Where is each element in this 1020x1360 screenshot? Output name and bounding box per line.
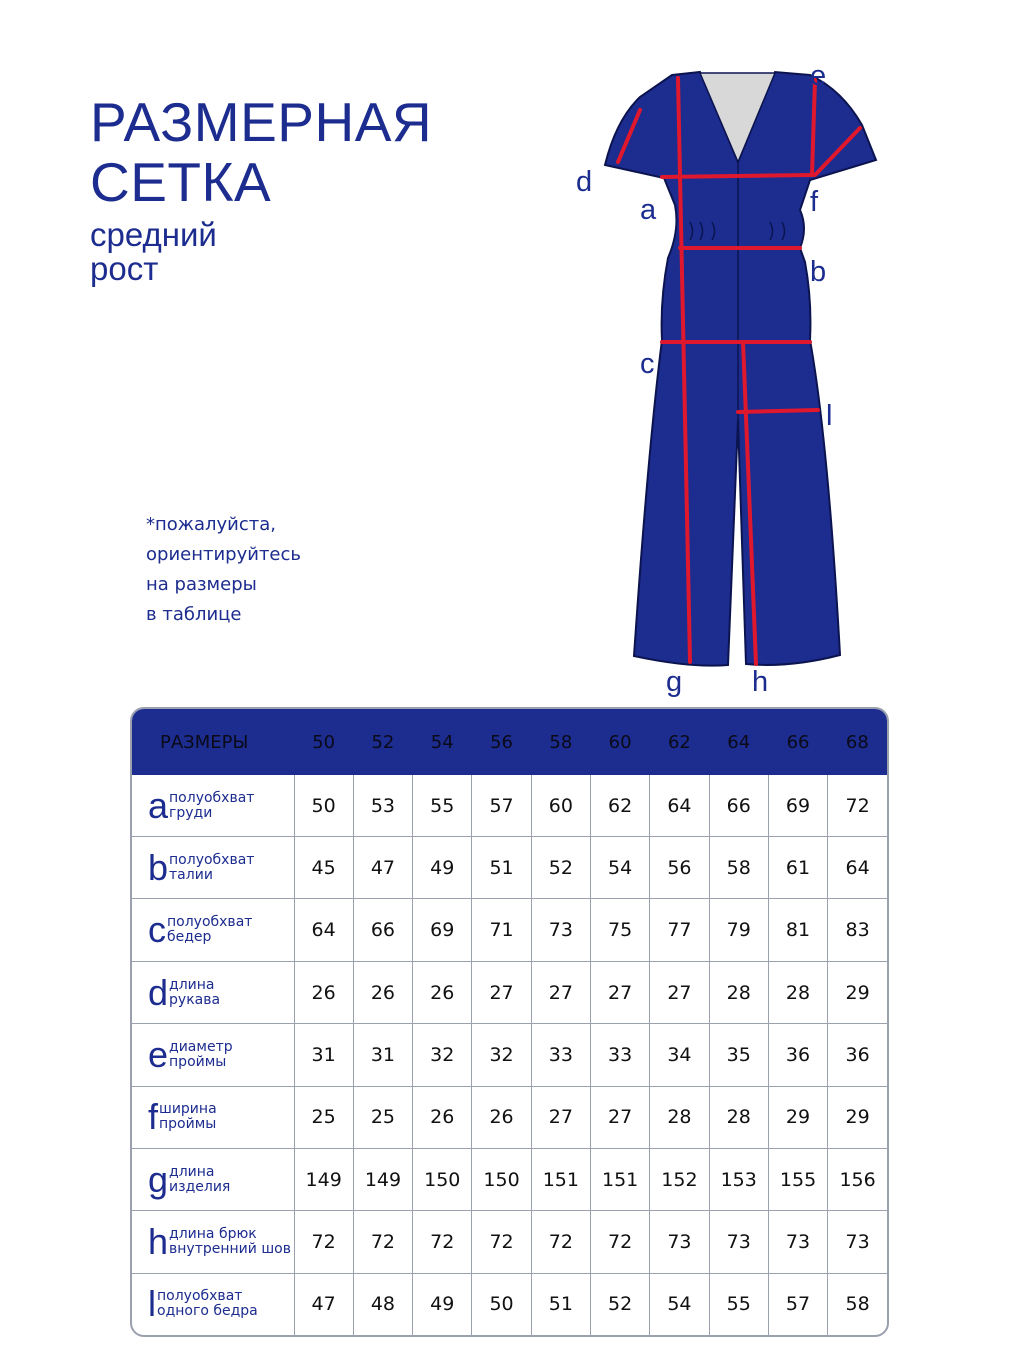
table-cell: 49 bbox=[413, 837, 472, 899]
measurement-letter: g bbox=[148, 1158, 169, 1200]
table-cell: 64 bbox=[294, 899, 353, 961]
table-row bbox=[132, 1211, 887, 1273]
table-cell: 36 bbox=[768, 1024, 827, 1086]
measurement-label bbox=[132, 837, 294, 899]
measurement-description-line: длина bbox=[169, 976, 215, 993]
measurement-label bbox=[132, 1086, 294, 1148]
table-row bbox=[132, 1024, 887, 1086]
label-f: f bbox=[810, 186, 819, 218]
table-cell: 52 bbox=[590, 1273, 649, 1335]
measurement-description bbox=[157, 1289, 258, 1319]
measurement-label bbox=[132, 775, 294, 837]
table-cell: 72 bbox=[531, 1211, 590, 1273]
table-cell: 26 bbox=[413, 961, 472, 1023]
table-row bbox=[132, 1149, 887, 1211]
measurement-description bbox=[169, 791, 254, 821]
line-a-chest bbox=[662, 175, 812, 177]
table-cell: 77 bbox=[650, 899, 709, 961]
page-title bbox=[90, 92, 432, 212]
size-header-cell: 60 bbox=[608, 731, 632, 753]
table-cell: 73 bbox=[650, 1211, 709, 1273]
label-a: a bbox=[640, 194, 657, 226]
table-cell: 25 bbox=[353, 1086, 412, 1148]
measurement-description-line: одного бедра bbox=[157, 1303, 258, 1320]
measurement-description-line: груди bbox=[169, 804, 213, 821]
measurement-letter: e bbox=[148, 1033, 169, 1075]
line-l-thigh bbox=[738, 410, 818, 412]
table-cell: 47 bbox=[353, 837, 412, 899]
label-l: l bbox=[826, 400, 833, 432]
table-cell: 34 bbox=[650, 1024, 709, 1086]
title-line-1: РАЗМЕРНАЯ bbox=[90, 91, 433, 153]
table-cell: 53 bbox=[353, 775, 412, 837]
measurement-description bbox=[169, 1227, 291, 1257]
table-cell: 27 bbox=[531, 1086, 590, 1148]
table-cell: 47 bbox=[294, 1273, 353, 1335]
table-cell: 51 bbox=[472, 837, 531, 899]
table-cell: 75 bbox=[590, 899, 649, 961]
subtitle-line-1: средний bbox=[90, 216, 217, 253]
table-cell: 27 bbox=[590, 1086, 649, 1148]
table-cell: 62 bbox=[590, 775, 649, 837]
measurement-description-line: полуобхват bbox=[167, 914, 253, 931]
table-cell: 150 bbox=[472, 1149, 531, 1211]
note-line-1: *пожалуйста, bbox=[146, 514, 277, 535]
table-cell: 61 bbox=[768, 837, 827, 899]
table-cell: 29 bbox=[768, 1086, 827, 1148]
subtitle bbox=[90, 218, 217, 286]
size-header-cell: 56 bbox=[490, 731, 513, 753]
table-cell: 72 bbox=[828, 775, 887, 837]
measurement-description bbox=[167, 915, 252, 945]
table-cell: 54 bbox=[650, 1273, 709, 1335]
size-header-cell: 68 bbox=[845, 731, 869, 753]
label-c: c bbox=[640, 348, 655, 380]
table-cell: 64 bbox=[828, 837, 887, 899]
table-cell: 25 bbox=[294, 1086, 353, 1148]
table-row bbox=[132, 899, 887, 961]
measurement-description-line: изделия bbox=[169, 1178, 231, 1195]
table-cell: 33 bbox=[531, 1024, 590, 1086]
table-cell: 72 bbox=[413, 1211, 472, 1273]
table-cell: 29 bbox=[828, 1086, 887, 1148]
table-cell: 73 bbox=[531, 899, 590, 961]
measurement-description-line: длина брюк bbox=[169, 1226, 257, 1243]
table-cell: 32 bbox=[413, 1024, 472, 1086]
table-cell: 51 bbox=[531, 1273, 590, 1335]
table-row bbox=[132, 775, 887, 837]
table-row bbox=[132, 1086, 887, 1148]
table-cell: 72 bbox=[472, 1211, 531, 1273]
table-cell: 27 bbox=[650, 961, 709, 1023]
measurement-description bbox=[159, 1102, 217, 1132]
measurement-label bbox=[132, 1024, 294, 1086]
table-cell: 72 bbox=[353, 1211, 412, 1273]
measurement-description-line: ширина bbox=[159, 1101, 217, 1118]
table-cell: 48 bbox=[353, 1273, 412, 1335]
measurement-description-line: внутренний шов bbox=[169, 1241, 291, 1258]
measurement-letter: f bbox=[148, 1096, 159, 1138]
size-header-cell: 54 bbox=[430, 731, 454, 753]
measurement-letter: h bbox=[148, 1221, 169, 1263]
size-header-cell: 58 bbox=[549, 731, 573, 753]
table-cell: 153 bbox=[709, 1149, 768, 1211]
label-g: g bbox=[666, 666, 683, 698]
measurement-description-line: проймы bbox=[159, 1116, 217, 1133]
table-cell: 69 bbox=[413, 899, 472, 961]
size-header-cell: 62 bbox=[667, 731, 691, 753]
note-line-3: на размеры bbox=[146, 574, 257, 595]
table-cell: 81 bbox=[768, 899, 827, 961]
table-cell: 57 bbox=[768, 1273, 827, 1335]
note-line-4: в таблице bbox=[146, 604, 242, 625]
table-cell: 28 bbox=[650, 1086, 709, 1148]
measurement-label bbox=[132, 899, 294, 961]
table-cell: 73 bbox=[709, 1211, 768, 1273]
table-cell: 66 bbox=[709, 775, 768, 837]
jumpsuit-illustration bbox=[560, 50, 900, 710]
measurement-description-line: рукава bbox=[169, 991, 221, 1008]
size-header-cell: 52 bbox=[371, 731, 395, 753]
table-cell: 28 bbox=[709, 1086, 768, 1148]
table-cell: 156 bbox=[828, 1149, 887, 1211]
table-cell: 55 bbox=[413, 775, 472, 837]
table-cell: 28 bbox=[709, 961, 768, 1023]
measurement-description bbox=[169, 978, 220, 1008]
measurement-letter: a bbox=[148, 784, 169, 826]
jumpsuit-figure bbox=[560, 50, 900, 710]
measurement-description-line: полуобхват bbox=[169, 851, 255, 868]
measurement-label bbox=[132, 1211, 294, 1273]
sizes-header: РАЗМЕРЫ bbox=[160, 731, 249, 753]
table-cell: 73 bbox=[828, 1211, 887, 1273]
measurement-description-line: проймы bbox=[169, 1053, 227, 1070]
table-cell: 32 bbox=[472, 1024, 531, 1086]
header-row bbox=[132, 709, 887, 775]
label-b: b bbox=[810, 256, 827, 288]
table-cell: 71 bbox=[472, 899, 531, 961]
measurement-description-line: бедер bbox=[167, 929, 212, 946]
table-cell: 26 bbox=[353, 961, 412, 1023]
measurement-description-line: длина bbox=[169, 1163, 215, 1180]
table-cell: 45 bbox=[294, 837, 353, 899]
table-cell: 27 bbox=[472, 961, 531, 1023]
label-h: h bbox=[752, 666, 769, 698]
table-cell: 31 bbox=[353, 1024, 412, 1086]
table-cell: 50 bbox=[294, 775, 353, 837]
table-cell: 33 bbox=[590, 1024, 649, 1086]
table-cell: 31 bbox=[294, 1024, 353, 1086]
table-cell: 66 bbox=[353, 899, 412, 961]
measurement-letter: l bbox=[148, 1283, 156, 1325]
table-cell: 151 bbox=[590, 1149, 649, 1211]
table-cell: 149 bbox=[353, 1149, 412, 1211]
measurement-description bbox=[169, 1165, 230, 1195]
table-cell: 55 bbox=[709, 1273, 768, 1335]
subtitle-line-2: рост bbox=[90, 250, 159, 287]
table-cell: 36 bbox=[828, 1024, 887, 1086]
size-chart-table bbox=[132, 709, 887, 1335]
table-cell: 72 bbox=[590, 1211, 649, 1273]
table-cell: 29 bbox=[828, 961, 887, 1023]
table-cell: 155 bbox=[768, 1149, 827, 1211]
table-row bbox=[132, 961, 887, 1023]
table-cell: 26 bbox=[472, 1086, 531, 1148]
measurement-description bbox=[169, 1040, 233, 1070]
table-cell: 149 bbox=[294, 1149, 353, 1211]
table-cell: 57 bbox=[472, 775, 531, 837]
table-cell: 69 bbox=[768, 775, 827, 837]
table-row bbox=[132, 837, 887, 899]
table-cell: 27 bbox=[531, 961, 590, 1023]
table-cell: 150 bbox=[413, 1149, 472, 1211]
measurement-description-line: полуобхват bbox=[169, 789, 255, 806]
label-d: d bbox=[576, 166, 593, 198]
table-cell: 50 bbox=[472, 1273, 531, 1335]
table-cell: 58 bbox=[828, 1273, 887, 1335]
table-cell: 56 bbox=[650, 837, 709, 899]
table-cell: 58 bbox=[709, 837, 768, 899]
measurement-description bbox=[169, 853, 254, 883]
table-cell: 35 bbox=[709, 1024, 768, 1086]
table-cell: 151 bbox=[531, 1149, 590, 1211]
size-header-cell: 66 bbox=[786, 731, 810, 753]
table-cell: 52 bbox=[531, 837, 590, 899]
table-cell: 73 bbox=[768, 1211, 827, 1273]
table-cell: 83 bbox=[828, 899, 887, 961]
table-cell: 60 bbox=[531, 775, 590, 837]
table-row bbox=[132, 1273, 887, 1335]
measurement-description-line: полуобхват bbox=[157, 1288, 243, 1305]
table-cell: 79 bbox=[709, 899, 768, 961]
table-cell: 54 bbox=[590, 837, 649, 899]
measurement-letter: b bbox=[148, 846, 169, 888]
measurement-label bbox=[132, 961, 294, 1023]
table-cell: 152 bbox=[650, 1149, 709, 1211]
size-header-cell: 50 bbox=[312, 731, 336, 753]
measurement-label bbox=[132, 1273, 294, 1335]
size-table bbox=[130, 707, 889, 1337]
measurement-letter: d bbox=[148, 971, 169, 1013]
table-cell: 49 bbox=[413, 1273, 472, 1335]
table-cell: 28 bbox=[768, 961, 827, 1023]
table-cell: 27 bbox=[590, 961, 649, 1023]
label-e: e bbox=[810, 60, 827, 92]
measurement-description-line: диаметр bbox=[169, 1038, 233, 1055]
size-header-cell: 64 bbox=[727, 731, 751, 753]
title-line-2: СЕТКА bbox=[90, 151, 272, 213]
table-cell: 26 bbox=[294, 961, 353, 1023]
table-body bbox=[132, 775, 887, 1335]
table-cell: 64 bbox=[650, 775, 709, 837]
measurement-label bbox=[132, 1149, 294, 1211]
table-cell: 26 bbox=[413, 1086, 472, 1148]
size-note bbox=[146, 510, 301, 630]
measurement-description-line: талии bbox=[169, 866, 213, 883]
note-line-2: ориентируйтесь bbox=[146, 544, 302, 565]
table-cell: 72 bbox=[294, 1211, 353, 1273]
measurement-letter: c bbox=[148, 909, 166, 951]
